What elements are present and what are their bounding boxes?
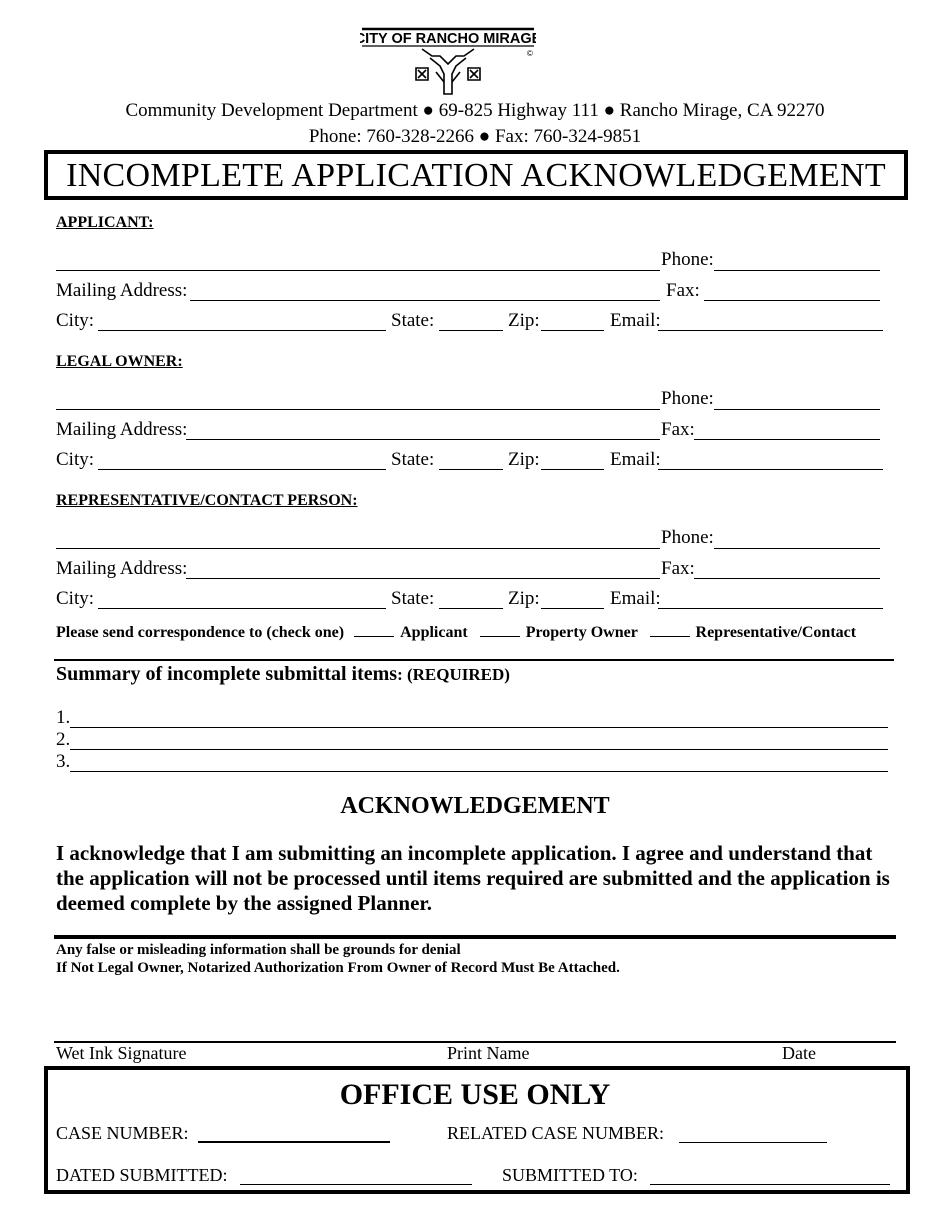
rep-phone-field[interactable] — [714, 548, 880, 549]
applicant-city-field[interactable] — [98, 330, 386, 331]
submitted-to-field[interactable] — [650, 1184, 890, 1185]
state-label: State: — [391, 449, 435, 470]
logo-text: CITY OF RANCHO MIRAGE — [360, 31, 536, 47]
mailing-label: Mailing Address: — [56, 419, 188, 440]
phone-label: Phone: — [661, 388, 714, 409]
applicant-mailing-field[interactable] — [190, 300, 660, 301]
correspondence-prompt: Please send correspondence to (check one) — [56, 624, 345, 641]
section-heading-representative: REPRESENTATIVE/CONTACT PERSON: — [56, 492, 358, 509]
submitted-to-label: SUBMITTED TO: — [502, 1165, 638, 1185]
owner-state-field[interactable] — [439, 469, 503, 470]
option-representative: Representative/Contact — [695, 624, 857, 641]
email-label: Email: — [610, 310, 661, 331]
logo-mark: © — [527, 49, 533, 58]
phone-label: Phone: — [661, 527, 714, 548]
state-label: State: — [391, 588, 435, 609]
summary-heading — [56, 663, 510, 686]
rep-mailing-field[interactable] — [186, 578, 660, 579]
warning-false-info: Any false or misleading information shall be grounds for denial — [56, 942, 461, 958]
rep-state-field[interactable] — [439, 608, 503, 609]
summary-title: Summary of incomplete submittal items — [56, 663, 398, 685]
email-label: Email: — [610, 449, 661, 470]
owner-email-field[interactable] — [658, 469, 883, 470]
rep-zip-field[interactable] — [541, 608, 604, 609]
check-applicant-blank[interactable] — [354, 636, 394, 637]
related-case-field[interactable] — [679, 1142, 827, 1143]
case-number-label: CASE NUMBER: — [56, 1123, 189, 1143]
acknowledgement-title: ACKNOWLEDGEMENT — [340, 793, 610, 819]
fax-label: Fax: — [666, 280, 700, 301]
phone-label: Phone: — [661, 249, 714, 270]
applicant-fax-field[interactable] — [704, 300, 880, 301]
signature-label: Wet Ink Signature — [56, 1043, 187, 1063]
mailing-label: Mailing Address: — [56, 558, 188, 579]
summary-item-field-3[interactable] — [70, 771, 888, 772]
state-label: State: — [391, 310, 435, 331]
summary-item-field-1[interactable] — [70, 727, 888, 728]
department-phone-fax: Phone: 760-328-2266 ● Fax: 760-324-9851 — [308, 126, 642, 147]
summary-item-field-2[interactable] — [70, 749, 888, 750]
mailing-label: Mailing Address: — [56, 280, 188, 301]
summary-item-number: 2. — [56, 729, 71, 750]
option-property-owner: Property Owner — [525, 624, 638, 641]
email-label: Email: — [610, 588, 661, 609]
date-label: Date — [782, 1043, 816, 1063]
owner-phone-field[interactable] — [714, 409, 880, 410]
rep-email-field[interactable] — [658, 608, 883, 609]
warning-legal-owner: If Not Legal Owner, Notarized Authorization From Owner of Record Must Be Attached. — [56, 960, 620, 976]
summary-item-number: 3. — [56, 751, 71, 772]
print-name-label: Print Name — [447, 1043, 530, 1063]
owner-fax-field[interactable] — [694, 439, 880, 440]
case-number-field[interactable] — [198, 1141, 390, 1143]
city-logo — [360, 26, 536, 98]
rep-name-field[interactable] — [56, 548, 660, 549]
office-use-title: OFFICE USE ONLY — [339, 1078, 611, 1111]
city-label: City: — [56, 310, 95, 331]
check-rep-blank[interactable] — [650, 636, 690, 637]
applicant-name-field[interactable] — [56, 270, 660, 271]
form-title: INCOMPLETE APPLICATION ACKNOWLEDGEMENT — [66, 157, 886, 194]
section-heading-legal-owner: LEGAL OWNER: — [56, 353, 183, 370]
owner-city-field[interactable] — [98, 469, 386, 470]
fax-label: Fax: — [661, 419, 695, 440]
summary-required: : (REQUIRED) — [397, 665, 510, 684]
city-label: City: — [56, 449, 95, 470]
fax-label: Fax: — [661, 558, 695, 579]
applicant-zip-field[interactable] — [541, 330, 604, 331]
owner-name-field[interactable] — [56, 409, 660, 410]
owner-zip-field[interactable] — [541, 469, 604, 470]
city-label: City: — [56, 588, 95, 609]
thick-divider — [54, 935, 896, 939]
acknowledgement-text: I acknowledge that I am submitting an incomplete application. I agree and understand that the application will not be processed until items required are submitted and the application is deemed complete by the assigned Planner. — [56, 841, 890, 915]
owner-mailing-field[interactable] — [186, 439, 660, 440]
rep-city-field[interactable] — [98, 608, 386, 609]
option-applicant: Applicant — [400, 624, 468, 641]
dated-submitted-field[interactable] — [240, 1184, 472, 1185]
title-box — [44, 150, 908, 200]
rep-fax-field[interactable] — [694, 578, 880, 579]
divider — [54, 659, 894, 661]
dated-submitted-label: DATED SUBMITTED: — [56, 1165, 228, 1185]
applicant-state-field[interactable] — [439, 330, 503, 331]
department-address: Community Development Department ● 69-825 Highway 111 ● Rancho Mirage, CA 92270 — [125, 100, 825, 121]
zip-label: Zip: — [508, 449, 540, 470]
correspondence-row — [56, 624, 856, 642]
section-heading-applicant: APPLICANT: — [56, 214, 154, 231]
applicant-phone-field[interactable] — [714, 270, 880, 271]
related-case-label: RELATED CASE NUMBER: — [447, 1123, 665, 1143]
check-owner-blank[interactable] — [480, 636, 520, 637]
zip-label: Zip: — [508, 588, 540, 609]
summary-item-number: 1. — [56, 707, 71, 728]
zip-label: Zip: — [508, 310, 540, 331]
applicant-email-field[interactable] — [658, 330, 883, 331]
